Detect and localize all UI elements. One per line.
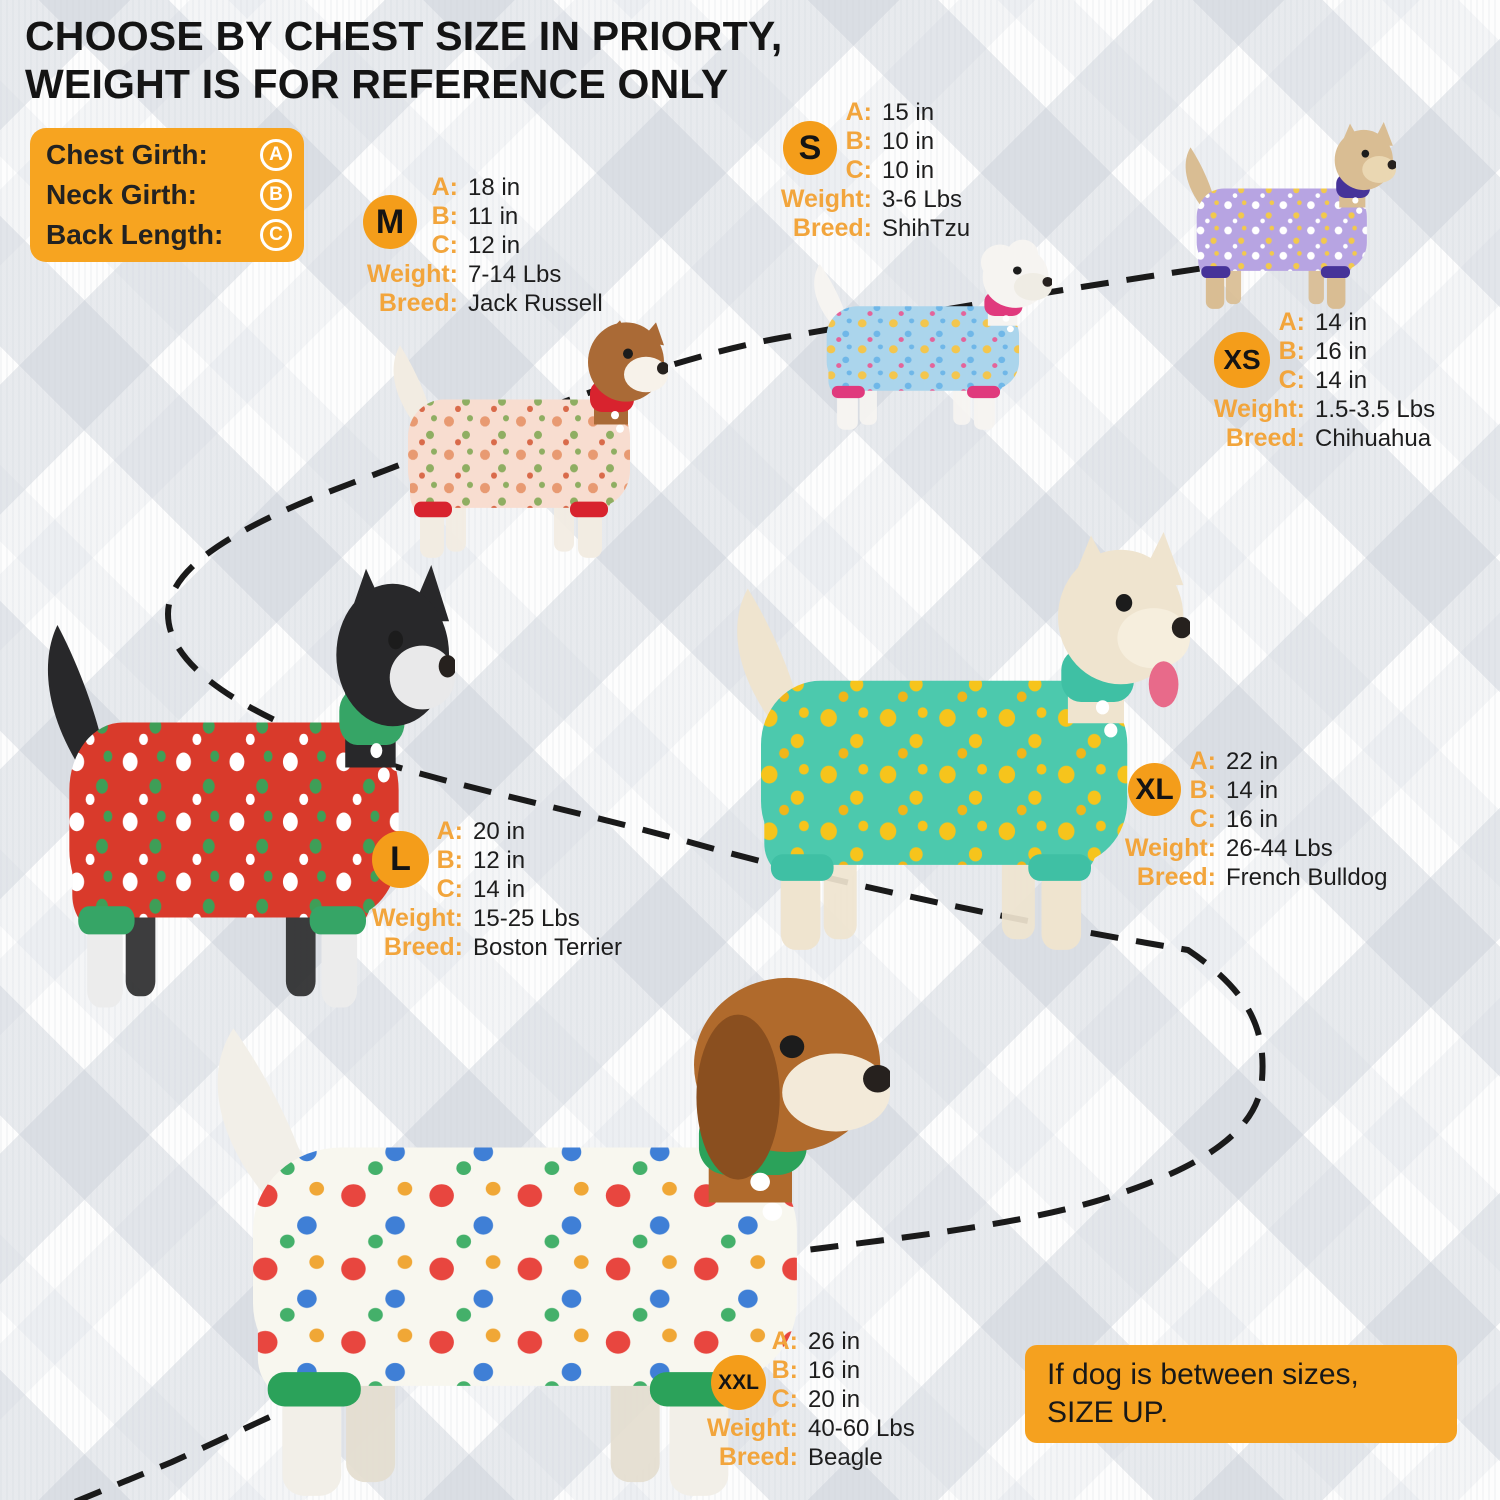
size-m-b-label: B: xyxy=(431,202,458,230)
size-block-xxl xyxy=(650,1327,915,1472)
size-s-b-label: B: xyxy=(845,127,872,155)
legend-label-back: Back Length: xyxy=(46,219,224,250)
size-badge-l: L xyxy=(372,831,429,888)
size-m-a-value: 18 in xyxy=(468,174,521,201)
size-xl-c-value: 16 in xyxy=(1226,806,1279,833)
size-l-breed-label: Breed: xyxy=(383,933,463,961)
size-block-xs xyxy=(1155,308,1435,453)
size-xxl-breed-label: Breed: xyxy=(718,1443,798,1471)
size-m-weight-label: Weight: xyxy=(366,260,458,288)
circled-a-icon: A xyxy=(260,139,292,171)
size-xl-breed-value: French Bulldog xyxy=(1226,864,1388,891)
size-s-b-value: 10 in xyxy=(882,128,935,155)
size-block-xl xyxy=(1068,747,1387,892)
size-xl-a-label: A: xyxy=(1189,747,1216,775)
note-line-1: If dog is between sizes, xyxy=(1047,1358,1359,1391)
size-m-a-label: A: xyxy=(431,173,458,201)
legend-label-chest: Chest Girth: xyxy=(46,139,208,170)
size-up-note xyxy=(1025,1345,1457,1443)
size-specs xyxy=(1068,747,1387,892)
size-specs xyxy=(722,98,970,243)
dog-shihtzu xyxy=(792,238,1052,433)
size-xl-b-value: 14 in xyxy=(1226,777,1279,804)
size-xxl-a-value: 26 in xyxy=(808,1328,861,1355)
title-line-1: CHOOSE BY CHEST SIZE IN PRIORTY, xyxy=(25,13,783,59)
size-l-weight-label: Weight: xyxy=(371,904,463,932)
size-l-c-label: C: xyxy=(436,875,463,903)
size-s-a-label: A: xyxy=(845,98,872,126)
measurement-legend xyxy=(30,128,304,262)
size-badge-s: S xyxy=(783,121,837,175)
size-block-s xyxy=(722,98,970,243)
size-s-weight-label: Weight: xyxy=(780,185,872,213)
size-badge-xs: XS xyxy=(1214,332,1270,388)
size-m-c-label: C: xyxy=(431,231,458,259)
size-xl-b-label: B: xyxy=(1189,776,1216,804)
size-badge-m: M xyxy=(363,195,417,249)
size-xs-c-label: C: xyxy=(1278,366,1305,394)
size-specs xyxy=(1155,308,1435,453)
size-block-l xyxy=(315,817,622,962)
size-xxl-a-label: A: xyxy=(771,1327,798,1355)
size-xs-c-value: 14 in xyxy=(1315,367,1368,394)
size-xxl-weight-value: 40-60 Lbs xyxy=(808,1415,915,1442)
size-xs-weight-label: Weight: xyxy=(1213,395,1305,423)
size-xxl-breed-value: Beagle xyxy=(808,1444,883,1471)
size-specs xyxy=(310,173,603,318)
size-m-breed-value: Jack Russell xyxy=(468,290,603,317)
title-line-2: WEIGHT IS FOR REFERENCE ONLY xyxy=(25,61,729,108)
dog-jack-russell xyxy=(368,312,668,562)
size-xl-weight-label: Weight: xyxy=(1124,834,1216,862)
size-s-breed-label: Breed: xyxy=(792,214,872,242)
size-s-weight-value: 3-6 Lbs xyxy=(882,186,963,213)
circled-c-icon: C xyxy=(260,219,292,251)
size-xxl-c-label: C: xyxy=(771,1385,798,1413)
size-xs-b-value: 16 in xyxy=(1315,338,1368,365)
size-l-b-label: B: xyxy=(436,846,463,874)
size-m-c-value: 12 in xyxy=(468,232,521,259)
size-xs-breed-label: Breed: xyxy=(1225,424,1305,452)
size-s-breed-value: ShihTzu xyxy=(882,215,971,242)
size-xxl-c-value: 20 in xyxy=(808,1386,861,1413)
size-xxl-b-value: 16 in xyxy=(808,1357,861,1384)
size-xs-weight-value: 1.5-3.5 Lbs xyxy=(1315,396,1436,423)
size-m-weight-value: 7-14 Lbs xyxy=(468,261,562,288)
size-xl-c-label: C: xyxy=(1189,805,1216,833)
size-s-a-value: 15 in xyxy=(882,99,935,126)
dog-chihuahua xyxy=(1166,122,1396,312)
size-xs-b-label: B: xyxy=(1278,337,1305,365)
page-title xyxy=(25,12,782,109)
size-m-breed-label: Breed: xyxy=(378,289,458,317)
size-l-c-value: 14 in xyxy=(473,876,526,903)
size-specs xyxy=(650,1327,915,1472)
size-s-c-label: C: xyxy=(845,156,872,184)
size-xxl-b-label: B: xyxy=(771,1356,798,1384)
note-line-2: SIZE UP. xyxy=(1047,1395,1169,1429)
size-l-a-value: 20 in xyxy=(473,818,526,845)
size-l-breed-value: Boston Terrier xyxy=(473,934,622,961)
size-xs-a-label: A: xyxy=(1278,308,1305,336)
size-l-weight-value: 15-25 Lbs xyxy=(473,905,580,932)
size-xs-a-value: 14 in xyxy=(1315,309,1368,336)
dog-french-bulldog xyxy=(695,532,1190,957)
legend-row-neck xyxy=(46,179,292,211)
size-s-c-value: 10 in xyxy=(882,157,935,184)
size-badge-xl: XL xyxy=(1128,763,1181,816)
size-xs-breed-value: Chihuahua xyxy=(1315,425,1432,452)
legend-row-back xyxy=(46,219,292,251)
size-xl-weight-value: 26-44 Lbs xyxy=(1226,835,1333,862)
size-specs xyxy=(315,817,622,962)
size-xl-breed-label: Breed: xyxy=(1136,863,1216,891)
size-xxl-weight-label: Weight: xyxy=(706,1414,798,1442)
size-m-b-value: 11 in xyxy=(468,203,519,230)
size-l-b-value: 12 in xyxy=(473,847,526,874)
size-badge-xxl: XXL xyxy=(711,1355,766,1410)
size-block-m xyxy=(310,173,603,318)
size-l-a-label: A: xyxy=(436,817,463,845)
legend-label-neck: Neck Girth: xyxy=(46,179,197,210)
circled-b-icon: B xyxy=(260,179,292,211)
legend-row-chest xyxy=(46,139,292,171)
size-xl-a-value: 22 in xyxy=(1226,748,1279,775)
